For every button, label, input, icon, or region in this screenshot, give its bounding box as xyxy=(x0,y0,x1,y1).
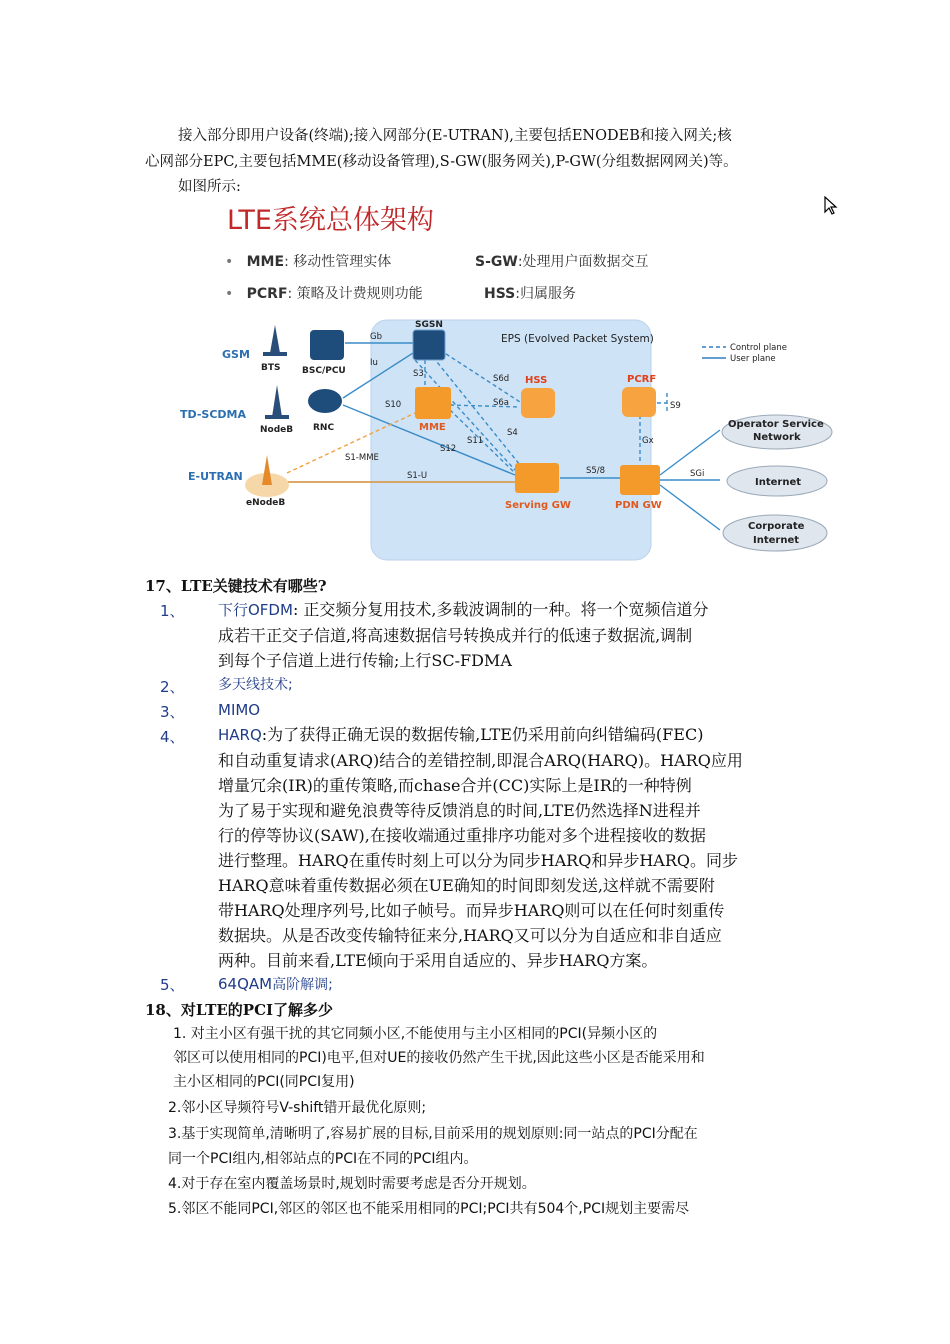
node-enodeb: eNodeB xyxy=(246,498,286,508)
bullet-sgw-key: S-GW xyxy=(475,254,518,270)
cloud-corp-l1: Corporate xyxy=(748,521,805,532)
q17-item-1-line-1: : 正交频分复用技术,多载波调制的一种。将一个宽频信道分 xyxy=(292,600,709,619)
iface-s4: S4 xyxy=(507,428,518,438)
node-rnc: RNC xyxy=(313,423,335,433)
iface-s9: S9 xyxy=(670,401,681,411)
q17-item-1 xyxy=(218,597,810,673)
q17-item-4-line-3: 增量冗余(IR)的重传策略,而chase合并(CC)实际上是IR的一种特例 xyxy=(218,776,692,795)
iface-s58: S5/8 xyxy=(586,466,606,476)
legend-user: User plane xyxy=(730,354,776,364)
iface-s11: S11 xyxy=(467,436,484,446)
q17-item-1-line-3: 到每个子信道上进行传输;上行SC-FDMA xyxy=(218,651,512,670)
pdngw-icon xyxy=(620,465,660,495)
net-gsm: GSM xyxy=(222,348,250,361)
node-sgsn: SGSN xyxy=(415,320,443,330)
sgw-icon xyxy=(515,463,559,493)
iface-s1u: S1-U xyxy=(407,471,428,481)
iface-s6d: S6d xyxy=(493,374,510,384)
q17-item-4-line-8: 带HARQ处理序列号,比如子帧号。而异步HARQ则可以在任何时刻重传 xyxy=(218,901,725,920)
cloud-corp-l2: Internet xyxy=(753,535,800,546)
iface-gb: Gb xyxy=(370,332,382,342)
node-sgw: Serving GW xyxy=(505,500,571,511)
q18-line-5: 3.基于实现简单,清晰明了,容易扩展的目标,目前采用的规划原则:同一站点的PCI分配在 xyxy=(168,1126,698,1142)
figure-title: LTE系统总体架构 xyxy=(227,205,434,236)
q17-num-5: 5、 xyxy=(160,976,185,994)
net-tdscdma: TD-SCDMA xyxy=(180,408,246,421)
q17-item-2: 多天线技术; xyxy=(218,677,293,693)
iface-s1mme: S1-MME xyxy=(345,453,379,463)
q18-line-2: 邻区可以使用相同的PCI)电平,但对UE的接收仍然产生干扰,因此这些小区是否能采用和 xyxy=(173,1050,705,1066)
intro-line-2: 心网部分EPC,主要包括MME(移动设备管理),S-GW(服务网关),P-GW(分组数据网网关)等。 xyxy=(145,154,738,170)
q17-item-4 xyxy=(218,722,810,973)
q17-item-4-line-5: 行的停等协议(SAW),在接收端通过重排序功能对多个进程接收的数据 xyxy=(218,826,706,845)
q18-heading: 18、对LTE的PCI了解多少 xyxy=(145,1001,334,1019)
q17-item-4-label: HARQ xyxy=(218,726,262,744)
figure-bullet-row-2b xyxy=(484,283,576,303)
q17-item-1-label: 下行OFDM xyxy=(218,601,293,619)
bullet-hss-key: HSS xyxy=(484,286,516,302)
eps-label: EPS (Evolved Packet System) xyxy=(501,333,654,345)
intro-line-1: 接入部分即用户设备(终端);接入网部分(E-UTRAN),主要包括ENODEB和接入网关;核 xyxy=(178,128,732,144)
node-hss: HSS xyxy=(525,375,548,386)
bsc-icon xyxy=(310,330,344,360)
mme-icon xyxy=(415,387,451,419)
sgsn-icon xyxy=(413,330,445,360)
q17-item-4-line-4: 为了易于实现和避免浪费等待反馈消息的时间,LTE仍然选择N进程并 xyxy=(218,801,701,820)
bullet-mme-value: : 移动性管理实体 xyxy=(284,254,392,270)
node-pdngw: PDN GW xyxy=(615,500,662,511)
legend-control: Control plane xyxy=(730,343,788,353)
bullet-hss-value: :归属服务 xyxy=(515,286,576,302)
figure-bullet-row-2: • PCRF: 策略及计费规则功能 xyxy=(225,286,423,302)
bullet-pcrf-value: : 策略及计费规则功能 xyxy=(287,286,423,302)
pcrf-icon xyxy=(622,387,656,417)
figure-bullet-row-1: • MME: 移动性管理实体 xyxy=(225,254,392,270)
q17-num-4: 4、 xyxy=(160,728,185,746)
q17-item-3: MIMO xyxy=(218,701,261,719)
q17-item-5 xyxy=(218,971,810,998)
q17-num-2: 2、 xyxy=(160,678,185,696)
iface-iu: Iu xyxy=(370,358,378,368)
hss-icon xyxy=(521,388,555,418)
node-pcrf: PCRF xyxy=(627,374,657,385)
rnc-icon xyxy=(308,389,342,413)
q18-line-1: 1. 对主小区有强干扰的其它同频小区,不能使用与主小区相同的PCI(异频小区的 xyxy=(173,1026,658,1042)
intro-line-3: 如图所示: xyxy=(178,179,241,195)
q17-item-4-line-1: :为了获得正确无误的数据传输,LTE仍采用前向纠错编码(FEC) xyxy=(261,725,704,744)
q18-line-8: 5.邻区不能同PCI,邻区的邻区也不能采用相同的PCI;PCI共有504个,PCI规划主要需尽 xyxy=(168,1201,690,1217)
q17-heading: 17、LTE关键技术有哪些? xyxy=(145,577,327,595)
bullet-pcrf-key: PCRF xyxy=(246,286,288,302)
q17-item-4-line-10: 两种。目前来看,LTE倾向于采用自适应的、异步HARQ方案。 xyxy=(218,951,658,970)
cloud-operator-l1: Operator Service xyxy=(728,419,824,430)
node-mme: MME xyxy=(419,422,446,433)
q17-item-1-line-2: 成若干正交子信道,将高速数据信号转换成并行的低速子数据流,调制 xyxy=(218,626,693,645)
node-nodeb: NodeB xyxy=(260,425,294,435)
node-bsc: BSC/PCU xyxy=(302,366,346,376)
figure-bullet-row-1b xyxy=(475,251,649,271)
nodeb-tower-icon xyxy=(265,385,289,419)
architecture-figure xyxy=(175,195,835,570)
cloud-internet-label: Internet xyxy=(755,477,802,488)
q17-num-1: 1、 xyxy=(160,602,185,620)
bts-tower-icon xyxy=(263,325,287,356)
q17-item-4-line-7: HARQ意味着重传数据必须在UE确知的时间即刻发送,这样就不需要附 xyxy=(218,876,715,895)
q18-line-3: 主小区相同的PCI(同PCI复用) xyxy=(173,1074,355,1090)
bullet-mme-key: MME xyxy=(246,254,285,270)
iface-gx: Gx xyxy=(642,436,654,446)
iface-s3: S3 xyxy=(413,369,424,379)
iface-s10: S10 xyxy=(385,400,402,410)
q17-item-4-line-9: 数据块。从是否改变传输特征来分,HARQ又可以分为自适应和非自适应 xyxy=(218,926,722,945)
lte-architecture-diagram xyxy=(175,315,835,570)
q18-line-7: 4.对于存在室内覆盖场景时,规划时需要考虑是否分开规划。 xyxy=(168,1176,536,1192)
q18-line-6: 同一个PCI组内,相邻站点的PCI在不同的PCI组内。 xyxy=(168,1151,478,1167)
q17-item-5-label2: 高阶解调; xyxy=(272,977,333,993)
iface-s12: S12 xyxy=(440,444,457,454)
iface-sgi: SGi xyxy=(690,469,705,479)
node-bts: BTS xyxy=(261,363,281,373)
q17-item-4-line-6: 进行整理。HARQ在重传时刻上可以分为同步HARQ和异步HARQ。同步 xyxy=(218,851,739,870)
q17-item-5-label: 64QAM xyxy=(218,975,273,993)
enodeb-icon xyxy=(245,455,289,497)
q17-num-3: 3、 xyxy=(160,703,185,721)
q17-item-4-line-2: 和自动重复请求(ARQ)结合的差错控制,即混合ARQ(HARQ)。HARQ应用 xyxy=(218,751,743,770)
cloud-operator-l2: Network xyxy=(753,432,801,443)
net-eutran: E-UTRAN xyxy=(188,470,243,483)
q18-line-4: 2.邻小区导频符号V-shift错开最优化原则; xyxy=(168,1100,427,1116)
iface-s6a: S6a xyxy=(493,398,510,408)
bullet-sgw-value: :处理用户面数据交互 xyxy=(517,254,649,270)
